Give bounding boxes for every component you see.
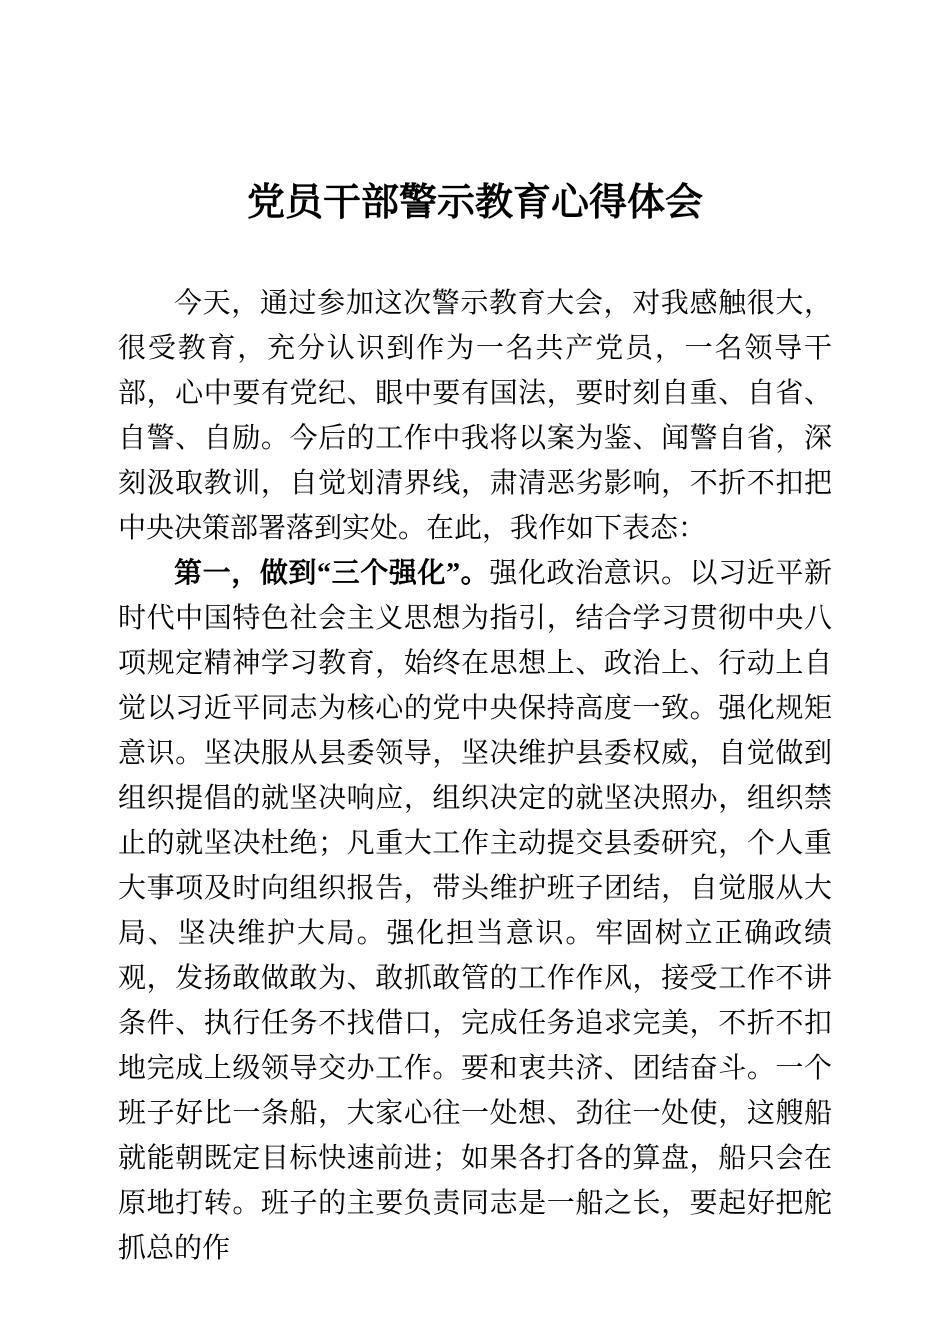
paragraph-intro-text: 今天，通过参加这次警示教育大会，对我感触很大，很受教育，充分认识到作为一名共产党员，一名领导干部，心中要有党纪、眼中要有国法，要时刻自重、自省、自警、自励。今后的工作中我将以案为鉴、闻警自省，深刻汲取教训，自觉划清界线，肃清恶劣影响，不折不扣把中央决策部署落到实处。在此，我作如下表态： [118, 288, 832, 544]
document-title: 党员干部警示教育心得体会 [246, 179, 703, 224]
paragraph-first-point-text: 强化政治意识。以习近平新时代中国特色社会主义思想为指引，结合学习贯彻中央八项规定精神学习教育，始终在思想上、政治上、行动上自觉以习近平同志为核心的党中央保持高度一致。强化规矩意识。坚决服从县委领导，坚决维护县委权威，自觉做到组织提倡的就坚决响应，组织决定的就坚决照办，组织禁止的就坚决杜绝；凡重大工作主动提交县委研究，个人重大事项及时向组织报告，带头维护班子团结，自觉服从大局、坚决维护大局。强化担当意识。牢固树立正确政绩观，发扬敢做敢为、敢抓敢管的工作作风，接受工作不讲条件、执行任务不找借口，完成任务追求完美，不折不扣地完成上级领导交办工作。要和衷共济、团结奋斗。一个班子好比一条船，大家心往一处想、劲往一处使，这艘船就能朝既定目标快速前进；如果各打各的算盘，船只会在原地打转。班子的主要负责同志是一船之长，要起好把舵抓总的作 [118, 558, 832, 1264]
paragraph-intro [118, 281, 832, 551]
paragraph-first-point [118, 551, 832, 1271]
paragraph-first-point-bold-lead: 第一，做到“三个强化”。 [174, 558, 490, 589]
document-body [118, 281, 832, 1271]
